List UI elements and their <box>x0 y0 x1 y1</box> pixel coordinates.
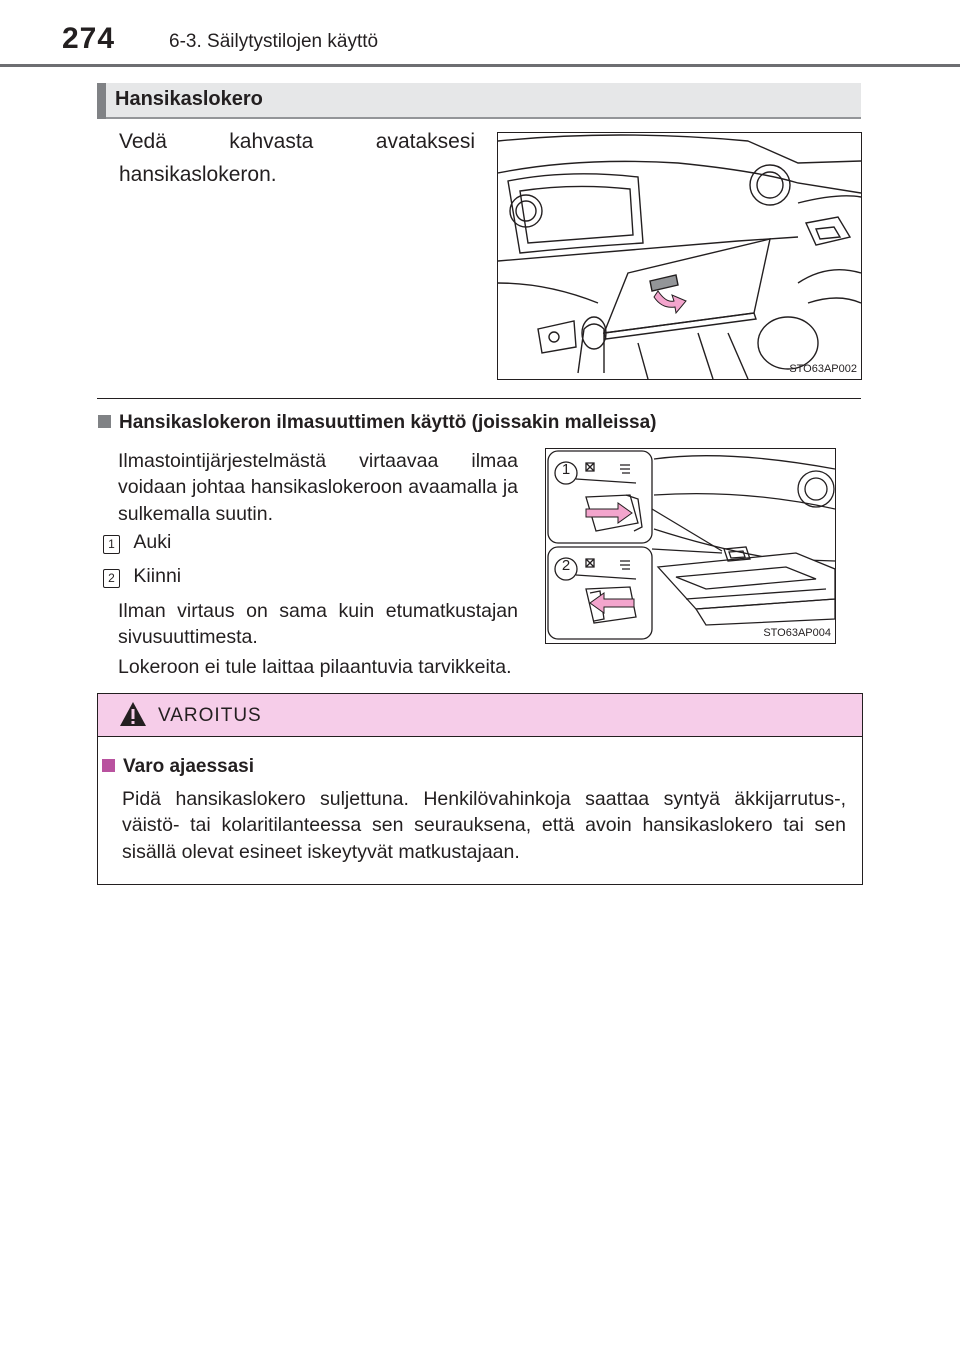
bullet-square-icon <box>98 415 111 428</box>
list-item-label: Kiinni <box>133 565 182 587</box>
title-bar-accent <box>97 83 106 119</box>
callout-number-1: 1 <box>103 535 120 554</box>
callout-number-2: 2 <box>103 569 120 588</box>
section-title: 6-3. Säilytystilojen käyttö <box>169 31 379 52</box>
figure-code: STO63AP002 <box>789 363 857 375</box>
warning-label: VAROITUS <box>158 705 262 726</box>
list-item <box>103 565 181 588</box>
subsection-body: Ilmastointijärjestelmästä virtaavaa ilmaa voidaan johtaa hansikaslokeroon avaamalla ja sulkemalla suutin. <box>118 450 518 525</box>
section-title-bar <box>97 83 861 119</box>
warning-heading-text: Varo ajaessasi <box>123 756 254 777</box>
note-airflow: Ilman virtaus on sama kuin etumatkustajan sivusuuttimesta. <box>118 600 518 649</box>
figure-callout-2: 2 <box>561 557 571 574</box>
page-number: 274 <box>62 22 116 55</box>
warning-heading <box>102 756 254 778</box>
intro-text: Vedä kahvasta avataksesi hansikaslokeron. <box>119 130 475 186</box>
air-vent-illustration <box>546 449 835 643</box>
list-item <box>103 531 171 554</box>
subsection-heading-text: Hansikaslokeron ilmasuuttimen käyttö (joissakin malleissa) <box>119 412 657 433</box>
figure-glove-box-open <box>497 132 862 380</box>
bullet-square-icon <box>102 759 115 772</box>
figure-air-vent <box>545 448 836 644</box>
warning-body: Pidä hansikaslokero suljettuna. Henkilövahinkoja saattaa syntyä äkkijarrutus-, väistö- tai kolaritilanteessa sen seurauksena, että avoin hansikaslokero tai sen sisällä olevat esineet iskeytyvät matkustajaan. <box>122 788 846 863</box>
note-storage: Lokeroon ei tule laittaa pilaantuvia tarvikkeita. <box>118 656 512 678</box>
figure-callout-1: 1 <box>561 461 571 478</box>
glove-box-illustration <box>498 133 861 379</box>
list-item-label: Auki <box>133 531 172 553</box>
subsection-heading <box>98 412 656 434</box>
warning-header <box>98 694 862 737</box>
warning-box <box>97 693 863 885</box>
page-title: Hansikaslokero <box>115 88 263 110</box>
figure-code: STO63AP004 <box>763 627 831 639</box>
warning-triangle-icon <box>118 700 148 728</box>
section-divider <box>97 398 861 399</box>
header-rule <box>0 64 960 67</box>
